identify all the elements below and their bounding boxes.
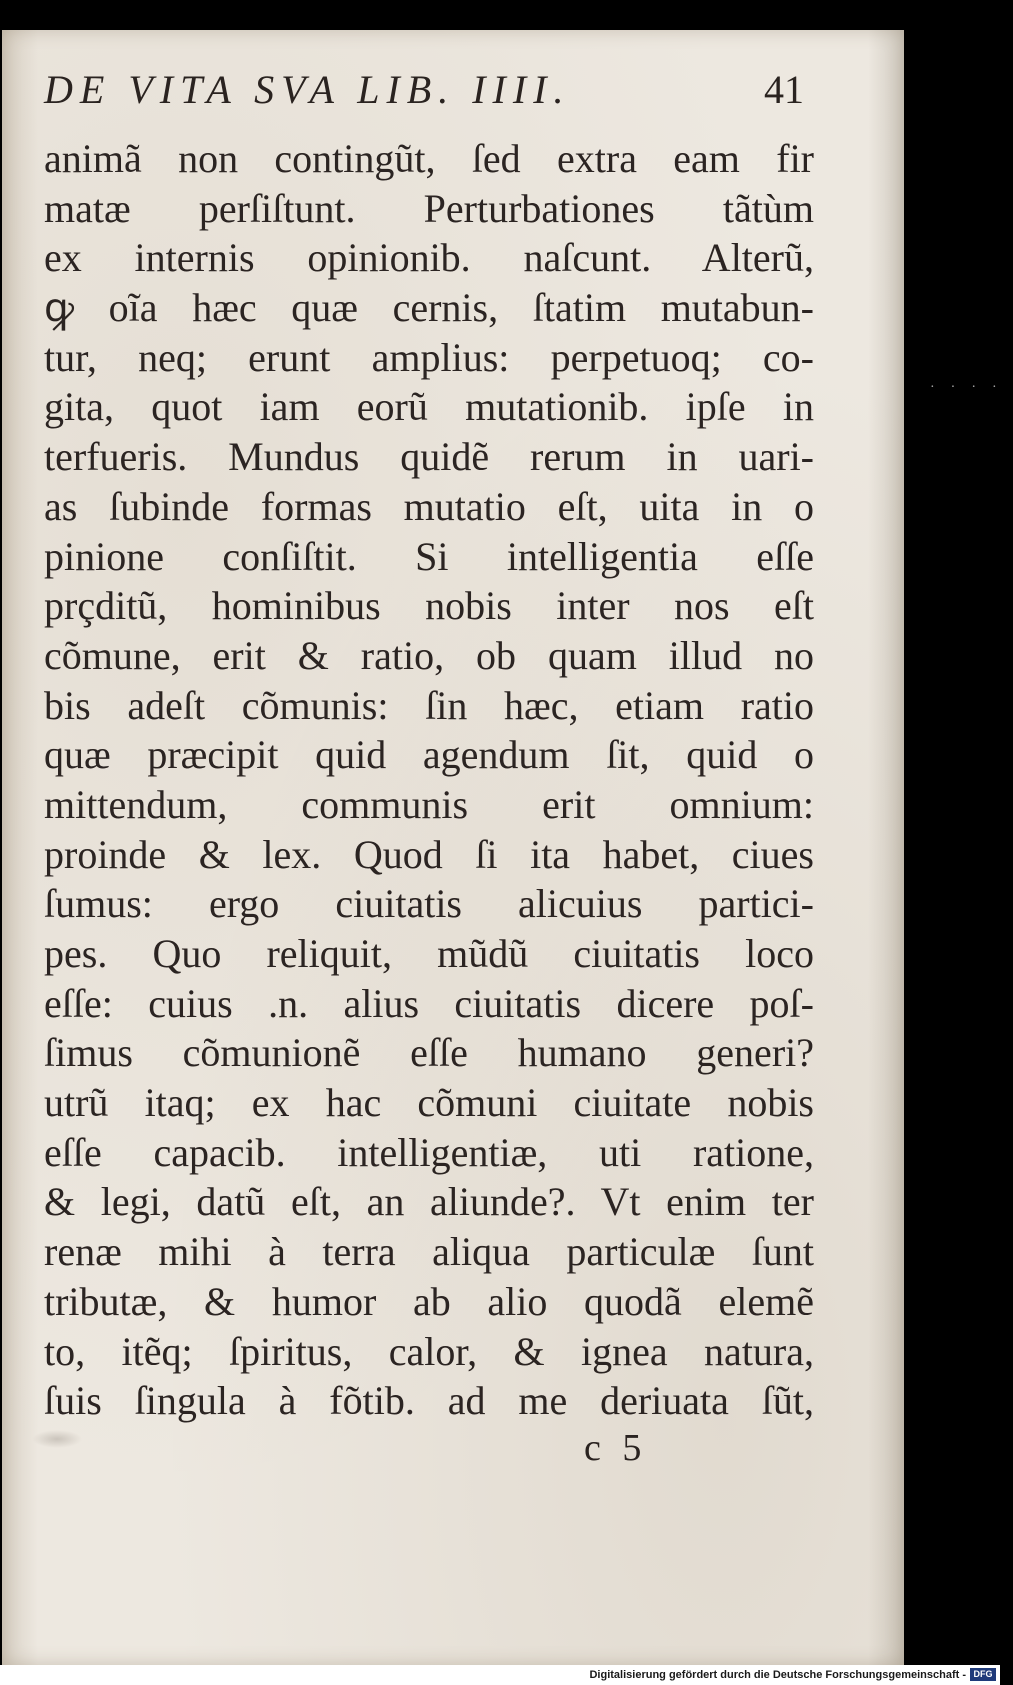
page-header [44,66,804,126]
signature-mark: c 5 [584,1427,648,1469]
text-line: animã non contingũt, ſed extra eam fir [44,136,814,181]
body-text [44,134,814,1426]
text-line: pes. Quo reliquit, mũdũ ciuitatis loco [44,931,814,976]
ink-smudge [32,1430,82,1448]
scan-artifact-dots: ···· [930,380,1013,395]
text-line: bis adeſt cõmunis: ſin hæc, etiam ratio [44,682,814,728]
text-line: & legi, datũ eſt, an aliunde?. Vt enim ter [44,1179,814,1225]
text-line: terfueris. Mundus quidẽ rerum in uari- [44,434,814,480]
running-head: DE VITA SVA LIB. IIII. [44,67,571,112]
text-line: ſuis ſingula à fõtib. ad me deriuata ſũt, [44,1378,814,1424]
text-line: pinione conſiſtit. Si intelligentia eſſe [44,533,814,579]
book-page [2,30,904,1665]
text-line: proinde & lex. Quod ſi ita habet, ciues [44,831,814,877]
text-line: utrũ itaq; ex hac cõmuni ciuitate nobis [44,1080,814,1126]
text-line: cõmune, erit & ratio, ob quam illud no [44,632,814,678]
text-line: gita, quot iam eorũ mutationib. ipſe in [44,384,814,430]
text-line: tributæ, & humor ab alio quodã elemẽ [44,1278,814,1324]
text-line: mittendum, communis erit omnium: [44,781,814,827]
text-line: eſſe capacib. intelligentiæ, uti ratione, [44,1129,814,1175]
digitization-credit: Digitalisierung gefördert durch die Deutsche Forschungsgemeinschaft - [589,1669,966,1681]
dfg-logo: DFG [970,1668,996,1681]
text-line: ꝙ oĩa hæc quæ cernis, ſtatim mutabun- [44,285,814,331]
text-line: quæ præcipit quid agendum ſit, quid o [44,732,814,778]
text-line: renæ mihi à terra aliqua particulæ ſunt [44,1229,814,1275]
text-line: ex internis opinionib. naſcunt. Alterũ, [44,235,814,281]
text-line: matæ perſiſtunt. Perturbationes tãtùm [44,185,814,231]
text-line: eſſe: cuius .n. alius ciuitatis dicere poſ- [44,980,814,1026]
text-line: to, itẽq; ſpiritus, calor, & ignea natura, [44,1328,814,1374]
text-line: as ſubinde formas mutatio eſt, uita in o [44,483,814,529]
text-line: ſimus cõmunionẽ eſſe humano generi? [44,1030,814,1076]
text-line: ſumus: ergo ciuitatis alicuius partici- [44,881,814,927]
text-line: tur, neq; erunt amplius: perpetuoq; co- [44,334,814,380]
page-number: 41 [764,67,804,112]
text-line: prçditũ, hominibus nobis inter nos eſt [44,583,814,629]
